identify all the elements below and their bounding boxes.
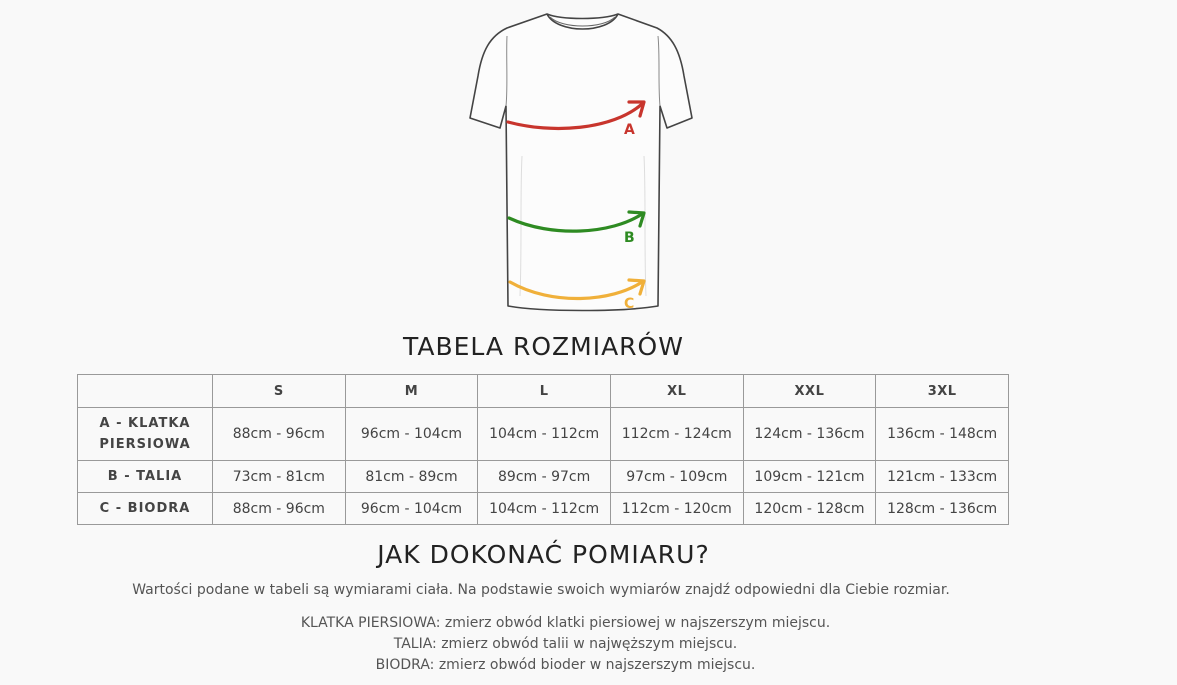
- row-label-chest: A - KLATKA PIERSIOWA: [78, 408, 213, 461]
- column-header: S: [213, 375, 346, 408]
- table-cell: 96cm - 104cm: [345, 408, 478, 461]
- table-cell: 81cm - 89cm: [345, 461, 478, 493]
- intro-text: Wartości podane w tabeli są wymiarami ciała. Na podstawie swoich wymiarów znajdź odpowiedni dla Ciebie rozmiar.: [132, 582, 950, 598]
- column-header: XXL: [743, 375, 876, 408]
- tshirt-illustration: [462, 6, 702, 316]
- size-table-title: TABELA ROZMIARÓW: [403, 332, 684, 361]
- instruction-hips: BIODRA: zmierz obwód bioder w najszerszym miejscu.: [375, 657, 756, 673]
- table-cell: 73cm - 81cm: [213, 461, 346, 493]
- table-cell: 112cm - 124cm: [610, 408, 743, 461]
- table-corner-cell: [78, 375, 213, 408]
- table-cell: 96cm - 104cm: [345, 493, 478, 525]
- column-header: 3XL: [876, 375, 1009, 408]
- howto-title: JAK DOKONAĆ POMIARU?: [377, 540, 710, 569]
- table-cell: 104cm - 112cm: [478, 408, 611, 461]
- table-cell: 89cm - 97cm: [478, 461, 611, 493]
- table-cell: 121cm - 133cm: [876, 461, 1009, 493]
- row-label-hips: C - BIODRA: [78, 493, 213, 525]
- table-cell: 97cm - 109cm: [610, 461, 743, 493]
- measurement-instructions: [0, 613, 1131, 676]
- table-cell: 112cm - 120cm: [610, 493, 743, 525]
- table-row: [78, 408, 1009, 461]
- table-cell: 128cm - 136cm: [876, 493, 1009, 525]
- instruction-chest: KLATKA PIERSIOWA: zmierz obwód klatki piersiowej w najszerszym miejscu.: [300, 615, 831, 631]
- table-cell: 124cm - 136cm: [743, 408, 876, 461]
- column-header: XL: [610, 375, 743, 408]
- table-cell: 88cm - 96cm: [213, 493, 346, 525]
- table-cell: 120cm - 128cm: [743, 493, 876, 525]
- label-a: A: [624, 122, 635, 138]
- table-cell: 104cm - 112cm: [478, 493, 611, 525]
- label-c: C: [624, 296, 635, 312]
- table-row: [78, 493, 1009, 525]
- instruction-waist: TALIA: zmierz obwód talii w najwęższym miejscu.: [393, 636, 738, 652]
- row-label-waist: B - TALIA: [78, 461, 213, 493]
- table-row: [78, 461, 1009, 493]
- column-header: L: [478, 375, 611, 408]
- size-table: [77, 374, 1009, 525]
- table-header-row: [78, 375, 1009, 408]
- table-cell: 109cm - 121cm: [743, 461, 876, 493]
- table-cell: 136cm - 148cm: [876, 408, 1009, 461]
- table-cell: 88cm - 96cm: [213, 408, 346, 461]
- tshirt-diagram: [462, 6, 702, 316]
- label-b: B: [624, 230, 635, 246]
- column-header: M: [345, 375, 478, 408]
